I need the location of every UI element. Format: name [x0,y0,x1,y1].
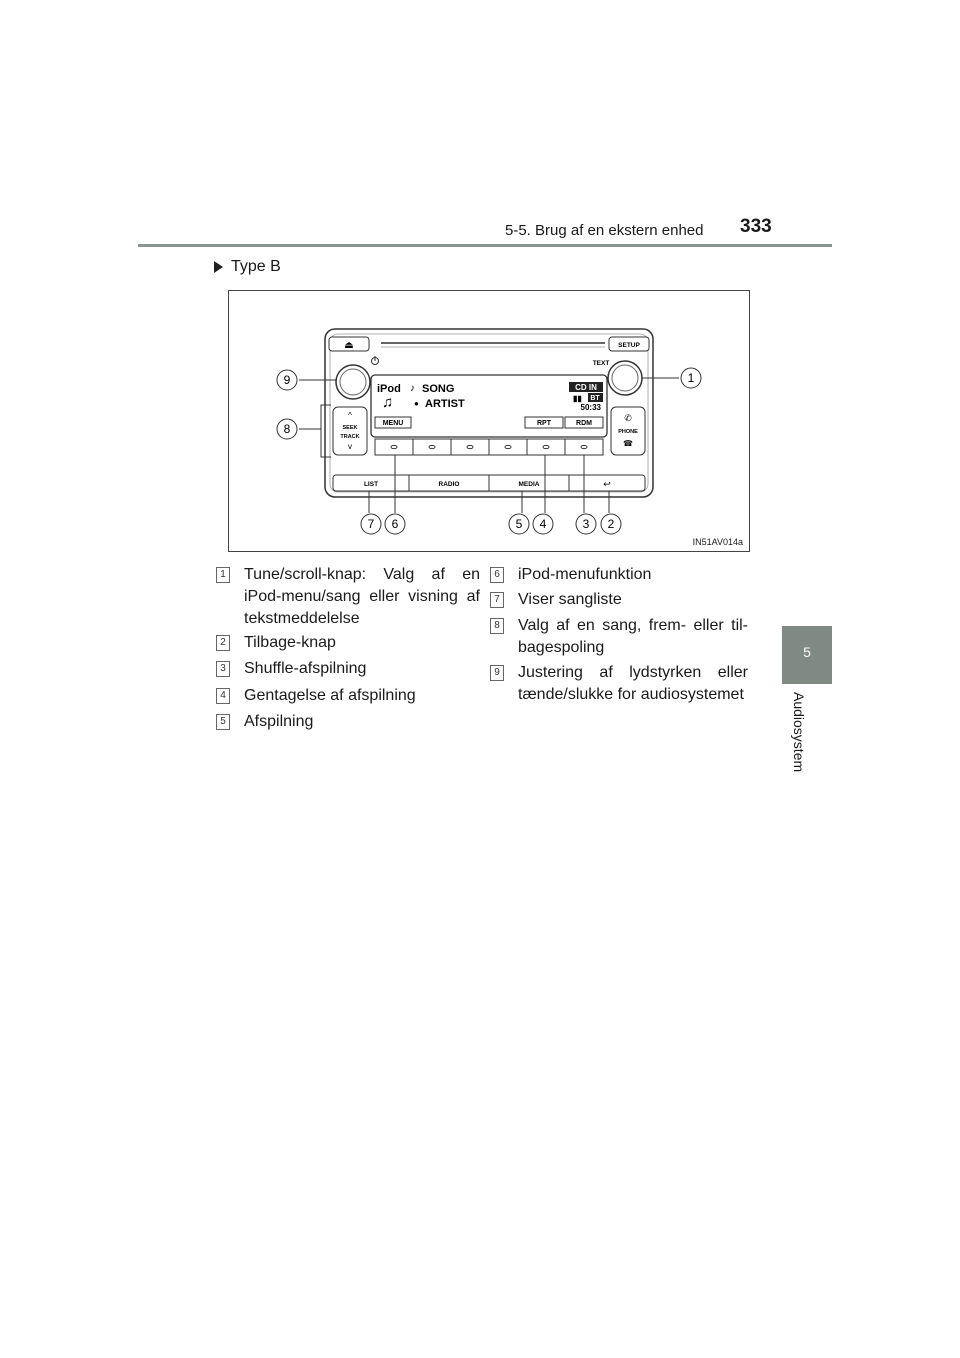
svg-text:BT: BT [590,395,600,402]
legend-item [490,615,748,659]
svg-text:6: 6 [391,517,399,531]
legend-item [490,564,748,586]
text-label: TEXT [592,360,610,367]
legend-number-badge: 8 [490,618,504,634]
artist-icon: ● [414,399,419,408]
svg-text:4: 4 [539,517,547,531]
triangle-bullet-icon [214,261,223,273]
svg-text:2: 2 [607,517,615,531]
svg-text:RPT: RPT [537,420,551,427]
back-icon: ↩ [603,479,611,489]
chevron-up-icon: ^ [348,411,352,420]
preset-buttons [375,439,603,455]
signal-icon: ▮▮ [573,394,582,403]
type-label: Type B [231,258,281,275]
setup-label: SETUP [618,342,640,349]
audio-unit-illustration [229,291,749,551]
legend-text: Afspilning [244,713,314,730]
media-label: MEDIA [518,481,540,488]
chapter-label: Audiosystem [791,692,807,773]
chevron-down-icon: v [348,442,352,451]
legend-item [490,589,748,611]
legend-text: Tilbage-knap [244,634,336,651]
display-song: SONG [422,383,455,395]
volume-knob [336,365,370,399]
legend-number-badge: 5 [216,714,230,730]
display-source: iPod [377,383,401,395]
audio-unit-figure [228,290,750,552]
svg-text:TRACK: TRACK [340,434,360,440]
legend-text: iPod-menufunktion [518,566,652,583]
chapter-tab [782,626,832,684]
legend-item [490,662,748,706]
legend-item [216,685,480,707]
svg-text:1: 1 [687,371,695,385]
legend-item [216,564,480,630]
tune-knob [608,361,642,395]
legend-item [216,632,480,654]
hangup-icon: ☎ [623,439,633,448]
header-rule [138,244,832,247]
svg-text:MENU: MENU [382,420,404,427]
type-heading [214,258,281,276]
legend-text: Tune/scroll-knap: Valg af en iPod-menu/sang eller visning af tekstmeddelelse [244,566,480,627]
svg-text:5: 5 [515,517,523,531]
section-title: 5-5. Brug af en ekstern enhed [505,222,704,239]
music-icon: ♫ [382,394,394,411]
legend-item [216,711,480,733]
figure-code: IN51AV014a [692,537,743,547]
svg-text:9: 9 [283,373,291,387]
legend-number-badge: 6 [490,567,504,583]
page-number: 333 [740,216,772,237]
svg-text:RDM: RDM [576,420,592,427]
display-artist: ARTIST [425,398,465,410]
chapter-number: 5 [803,644,811,660]
note-icon: ♪ [410,383,415,394]
svg-text:CD IN: CD IN [575,383,597,392]
legend-number-badge: 1 [216,567,230,583]
svg-text:7: 7 [367,517,375,531]
legend-number-badge: 4 [216,688,230,704]
eject-icon: ⏏ [344,340,354,351]
legend-number-badge: 3 [216,661,230,677]
display-time: 50:33 [580,403,601,412]
list-label: LIST [363,481,379,488]
legend-number-badge: 7 [490,592,504,608]
legend-text: Shuffle-afspilning [244,660,367,677]
svg-text:8: 8 [283,422,291,436]
legend-number-badge: 9 [490,665,504,681]
radio-label: RADIO [438,481,460,488]
svg-text:SEEK: SEEK [342,425,358,431]
svg-text:3: 3 [582,517,590,531]
legend-text: Valg af en sang, frem- eller til-bagespoling [518,617,748,656]
svg-text:PHONE: PHONE [618,429,638,435]
legend-text: Justering af lydstyrken eller tænde/slukke for audiosystemet [518,664,748,703]
legend-number-badge: 2 [216,635,230,651]
legend-text: Viser sangliste [518,591,622,608]
phone-icon: ✆ [624,413,632,423]
legend-item [216,658,480,680]
legend-text: Gentagelse af afspilning [244,687,416,704]
